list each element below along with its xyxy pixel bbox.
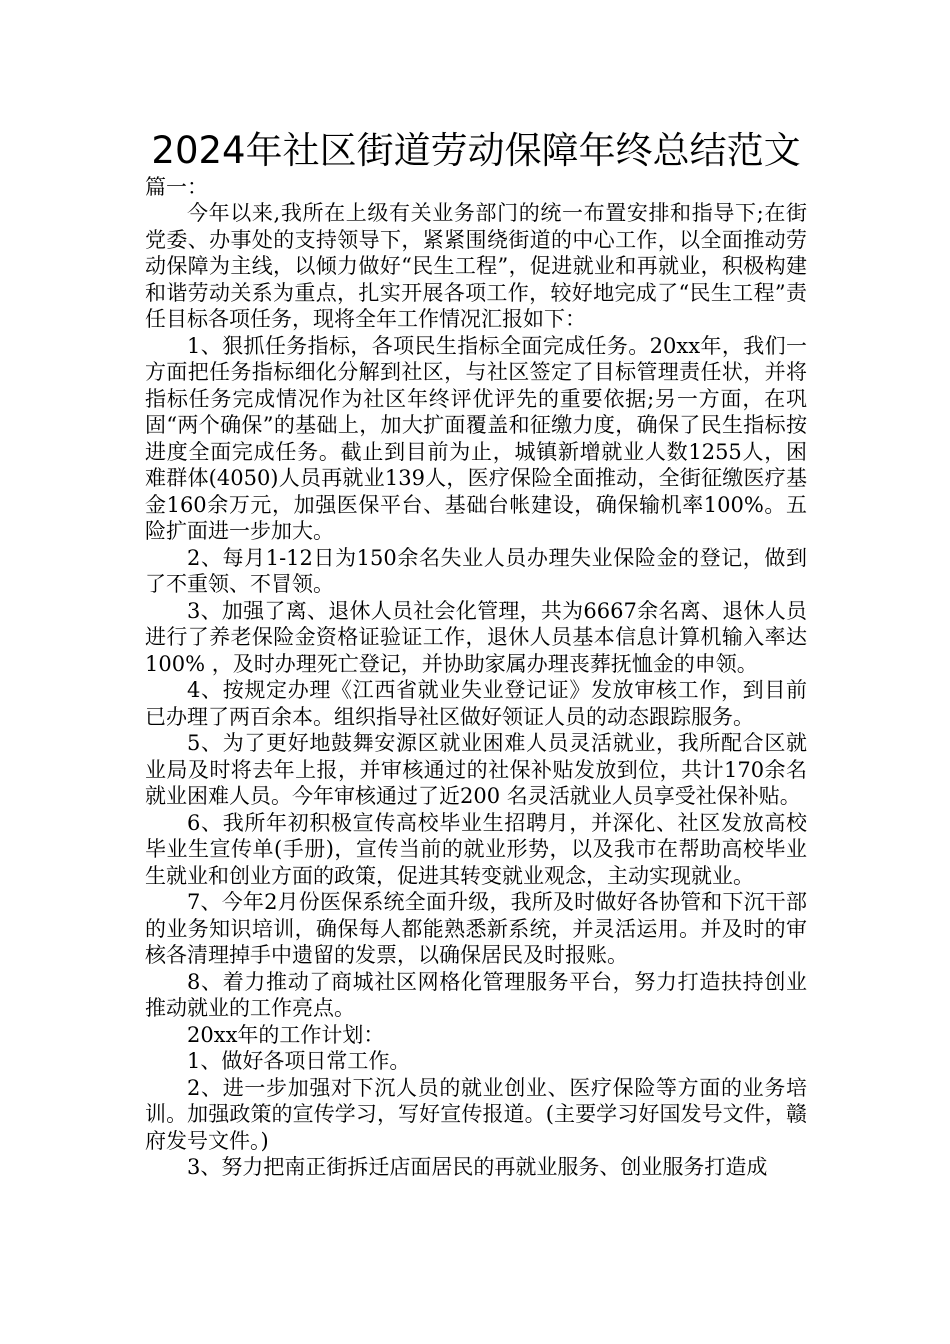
plan-heading: 20xx年的工作计划： bbox=[187, 1022, 385, 1047]
plan-item-3: 3、努力把南正街拆迁店面居民的再就业服务、创业服务打造成 bbox=[187, 1155, 768, 1179]
paragraph-item-3: 3、加强了离、退休人员社会化管理，共为6667余名离、退休人员进行了养老保险金资格证验证工作，退休人员基本信息计算机输入率达100% ，及时办理死亡登记，并协助家属办理丧葬抚恤金的申领。 bbox=[145, 598, 807, 676]
paragraph-item-8: 8、着力推动了商城社区网格化管理服务平台，努力打造扶持创业推动就业的工作亮点。 bbox=[145, 969, 807, 1020]
plan-item-1: 1、做好各项日常工作。 bbox=[187, 1049, 411, 1073]
paragraph-item-2: 2、每月1-12日为150余名失业人员办理失业保险金的登记，做到了不重领、不冒领。 bbox=[145, 545, 807, 596]
document-page bbox=[145, 128, 807, 1181]
document-title: 2024年社区街道劳动保障年终总结范文 bbox=[151, 129, 801, 172]
section-label: 篇一： bbox=[145, 175, 208, 199]
paragraph-item-4: 4、按规定办理《江西省就业失业登记证》发放审核工作，到目前已办理了两百余本。组织指导社区做好领证人员的动态跟踪服务。 bbox=[145, 678, 807, 729]
paragraph-item-6: 6、我所年初积极宣传高校毕业生招聘月，并深化、社区发放高校毕业生宣传单(手册)，宣传当前的就业形势，以及我市在帮助高校毕业生就业和创业方面的政策，促进其转变就业观念，主动实现就业。 bbox=[145, 810, 807, 888]
paragraph-item-5: 5、为了更好地鼓舞安源区就业困难人员灵活就业，我所配合区就业局及时将去年上报，并审核通过的社保补贴发放到位，共计170余名就业困难人员。今年审核通过了近200 名灵活就业人员享受社保补贴。 bbox=[145, 731, 807, 808]
paragraph-item-1: 1、狠抓任务指标，各项民生指标全面完成任务。20xx年，我们一方面把任务指标细化分解到社区，与社区签定了目标管理责任状，并将指标任务完成情况作为社区年终评优评先的重要依据;另一方面，在巩固“两个确保”的基础上，加大扩面覆盖和征缴力度，确保了民生指标按进度全面完成任务。截止到目前为止，城镇新增就业人数1255人，困难群体(4050)人员再就业139人，医疗保险全面推动，全街征缴医疗基金160余万元，加强医保平台、基础台帐建设，确保输机率100%。五险扩面进一步加大。 bbox=[145, 333, 807, 543]
paragraph-item-7: 7、今年2月份医保系统全面升级，我所及时做好各协管和下沉干部的业务知识培训，确保每人都能熟悉新系统，并灵活运用。并及时的审核各清理掉手中遗留的发票，以确保居民及时报账。 bbox=[145, 890, 807, 967]
paragraph-intro: 今年以来,我所在上级有关业务部门的统一布置安排和指导下;在街党委、办事处的支持领导下，紧紧围绕街道的中心工作，以全面推动劳动保障为主线，以倾力做好“民生工程”，促进就业和再就业，积极构建和谐劳动关系为重点，扎实开展各项工作，较好地完成了“民生工程”责任目标各项任务，现将全年工作情况汇报如下： bbox=[145, 201, 807, 331]
plan-item-2: 2、进一步加强对下沉人员的就业创业、医疗保险等方面的业务培训。加强政策的宣传学习，写好宣传报道。(主要学习好国发号文件，赣府发号文件。) bbox=[145, 1075, 807, 1153]
